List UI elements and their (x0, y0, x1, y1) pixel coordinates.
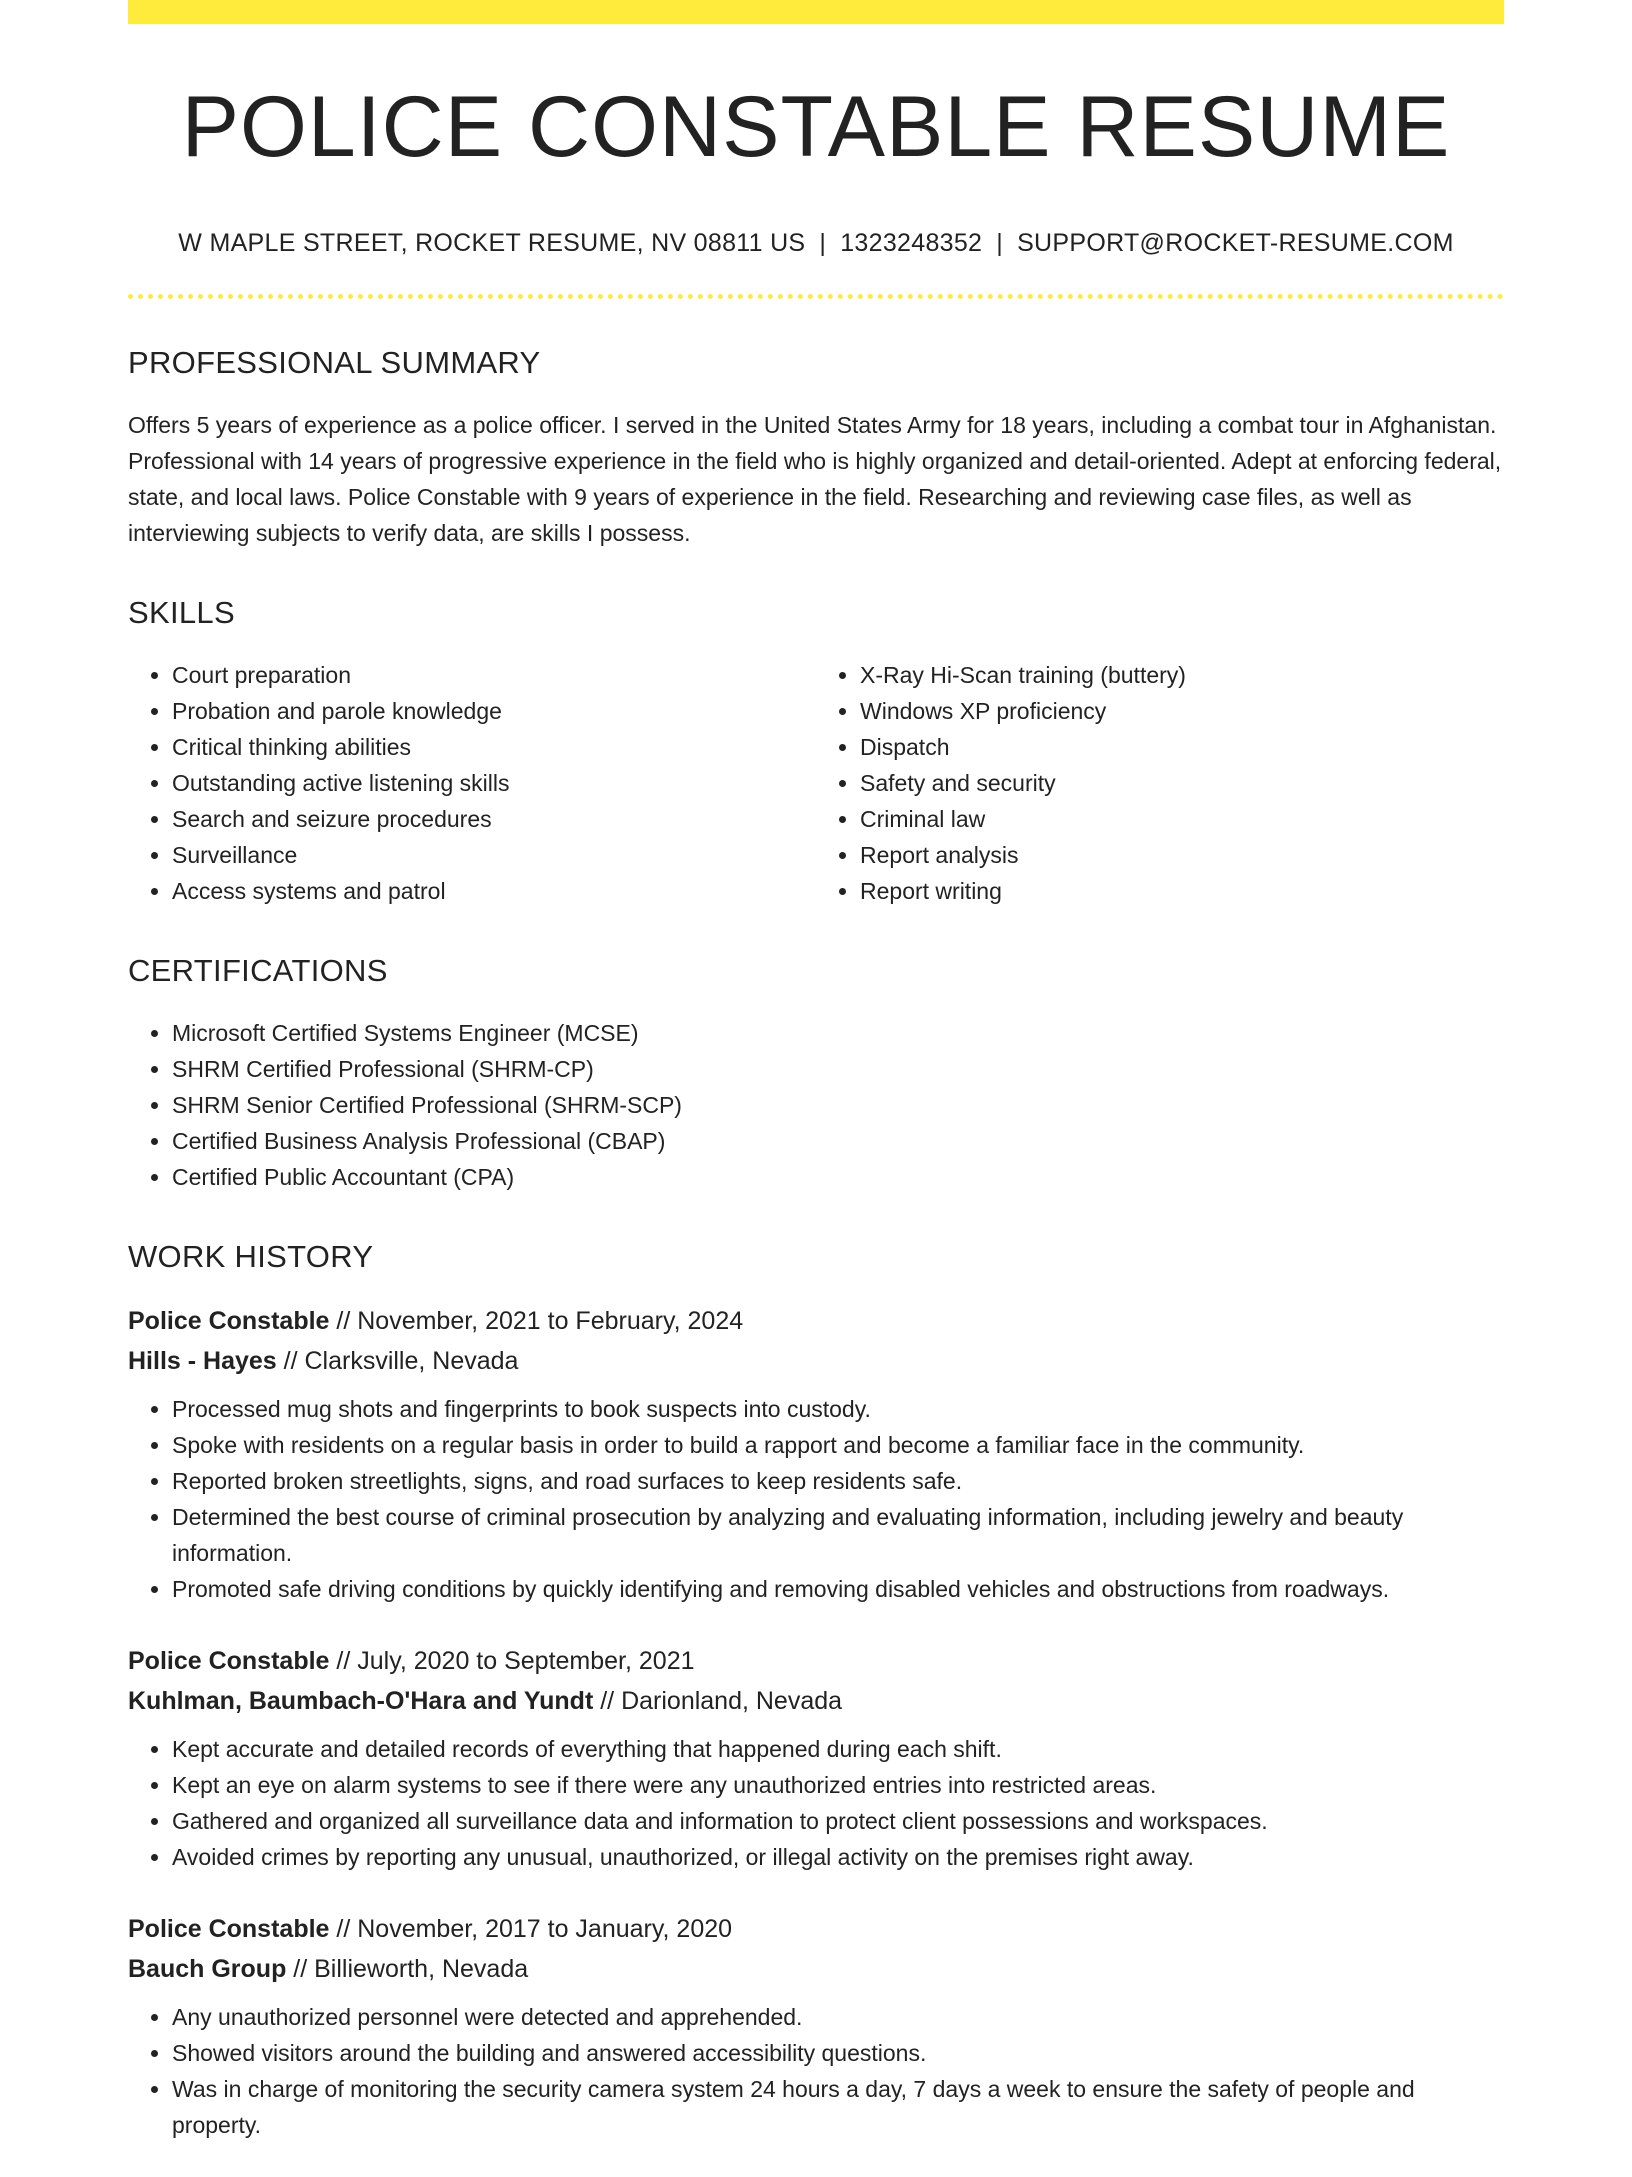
job-bullet: • Gathered and organized all surveillance data and information to protect client possessions and workspaces. (172, 1803, 1504, 1839)
skill-item: • Report analysis (860, 837, 1504, 873)
job-bullet: • Determined the best course of criminal prosecution by analyzing and evaluating information, including jewelry and beauty information. (172, 1499, 1504, 1571)
skill-item: • Report writing (860, 873, 1504, 909)
job-bullet: • Any unauthorized personnel were detected and apprehended. (172, 1999, 1504, 2035)
job-dates: // July, 2020 to September, 2021 (336, 1646, 695, 1675)
job-location: // Billieworth, Nevada (293, 1954, 529, 1983)
job-dates: // November, 2017 to January, 2020 (336, 1914, 733, 1943)
job-company-line (128, 1949, 1504, 1989)
page-title: POLICE CONSTABLE RESUME (181, 79, 1451, 175)
contact-phone: 1323248352 (840, 228, 983, 257)
skill-item: • Outstanding active listening skills (172, 765, 816, 801)
contact-address: W MAPLE STREET, ROCKET RESUME, NV 08811 US (178, 228, 806, 257)
job-title: Police Constable (128, 1646, 330, 1675)
skill-item: • Court preparation (172, 657, 816, 693)
skill-item: • Dispatch (860, 729, 1504, 765)
skill-item: • Probation and parole knowledge (172, 693, 816, 729)
job-location: // Darionland, Nevada (600, 1686, 843, 1715)
job-bullet: • Kept accurate and detailed records of everything that happened during each shift. (172, 1731, 1504, 1767)
certification-item: • Microsoft Certified Systems Engineer (MCSE) (172, 1015, 1504, 1051)
job-entry (128, 1641, 1504, 1875)
job-entry (128, 1301, 1504, 1607)
summary-heading: PROFESSIONAL SUMMARY (128, 344, 541, 380)
job-bullet: • Avoided crimes by reporting any unusual, unauthorized, or illegal activity on the premises right away. (172, 1839, 1504, 1875)
job-bullet: • Processed mug shots and fingerprints to book suspects into custody. (172, 1391, 1504, 1427)
skill-item: • Access systems and patrol (172, 873, 816, 909)
job-title: Police Constable (128, 1306, 330, 1335)
skills-list-left (128, 657, 816, 909)
skill-item: • Safety and security (860, 765, 1504, 801)
job-entry (128, 1909, 1504, 2143)
job-company: Bauch Group (128, 1954, 287, 1983)
resume-page (128, 0, 1504, 2177)
skill-item: • Criminal law (860, 801, 1504, 837)
job-company: Hills - Hayes (128, 1346, 277, 1375)
contact-separator: | (996, 228, 1004, 257)
job-company-line (128, 1341, 1504, 1381)
job-dates: // November, 2021 to February, 2024 (336, 1306, 744, 1335)
skill-item: • Search and seizure procedures (172, 801, 816, 837)
skill-item: • X-Ray Hi-Scan training (buttery) (860, 657, 1504, 693)
job-title: Police Constable (128, 1914, 330, 1943)
skill-item: • Critical thinking abilities (172, 729, 816, 765)
certifications-heading: CERTIFICATIONS (128, 952, 388, 988)
certification-item: • SHRM Certified Professional (SHRM-CP) (172, 1051, 1504, 1087)
skills-heading: SKILLS (128, 594, 235, 630)
job-title-line (128, 1301, 1504, 1341)
summary-text: Offers 5 years of experience as a police officer. I served in the United States Army for 18 years, including a combat tour in Afghanistan. Professional with 14 years of progressive experience in the field who is highly organized and detail-oriented. Adept at enforcing federal, state, and local laws. Police Constable with 9 years of experience in the field. Researching and reviewing case files, as well as interviewing subjects to verify data, are skills I possess. (128, 411, 1502, 546)
job-title-line (128, 1909, 1504, 1949)
job-bullet: • Showed visitors around the building and answered accessibility questions. (172, 2035, 1504, 2071)
contact-email: SUPPORT@ROCKET-RESUME.COM (1017, 228, 1454, 257)
certification-item: • Certified Public Accountant (CPA) (172, 1159, 1504, 1195)
contact-separator: | (819, 228, 827, 257)
header-divider (128, 294, 1504, 299)
certification-item: • Certified Business Analysis Professional (CBAP) (172, 1123, 1504, 1159)
job-bullet: • Promoted safe driving conditions by quickly identifying and removing disabled vehicles and obstructions from roadways. (172, 1571, 1504, 1607)
job-location: // Clarksville, Nevada (283, 1346, 519, 1375)
top-accent-bar (128, 0, 1504, 24)
work-history-heading: WORK HISTORY (128, 1238, 374, 1274)
job-company: Kuhlman, Baumbach-O'Hara and Yundt (128, 1686, 594, 1715)
job-bullet: • Kept an eye on alarm systems to see if there were any unauthorized entries into restricted areas. (172, 1767, 1504, 1803)
skills-list-right (816, 657, 1504, 909)
job-bullet: • Reported broken streetlights, signs, and road surfaces to keep residents safe. (172, 1463, 1504, 1499)
job-bullets (128, 1731, 1504, 1875)
skill-item: • Surveillance (172, 837, 816, 873)
skills-columns (128, 657, 1504, 909)
skill-item: • Windows XP proficiency (860, 693, 1504, 729)
job-bullets (128, 1391, 1504, 1607)
job-company-line (128, 1681, 1504, 1721)
job-title-line (128, 1641, 1504, 1681)
job-bullet: • Spoke with residents on a regular basis in order to build a rapport and become a familiar face in the community. (172, 1427, 1504, 1463)
certification-item: • SHRM Senior Certified Professional (SHRM-SCP) (172, 1087, 1504, 1123)
contact-line (128, 229, 1504, 258)
job-bullets (128, 1999, 1504, 2143)
certifications-list (128, 1015, 1504, 1195)
job-bullet: • Was in charge of monitoring the security camera system 24 hours a day, 7 days a week to ensure the safety of people and property. (172, 2071, 1504, 2143)
